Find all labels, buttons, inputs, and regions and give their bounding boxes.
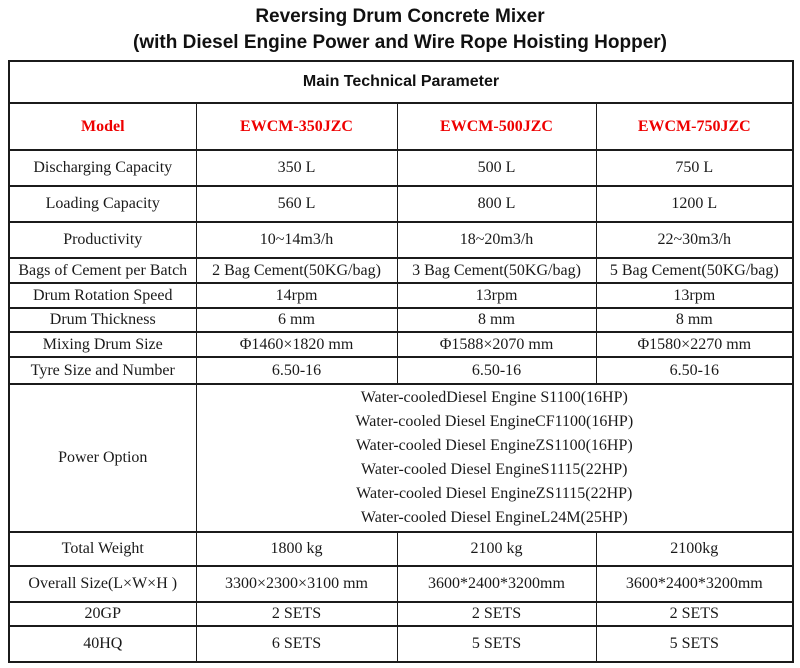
row-label: Overall Size(L×W×H ) [9, 566, 196, 602]
cell-value: 6 mm [196, 308, 397, 332]
cell-value: 2100kg [596, 532, 793, 566]
table-row [9, 186, 793, 222]
cell-value: Φ1580×2270 mm [596, 332, 793, 357]
row-label: Productivity [9, 222, 196, 258]
cell-value: 3 Bag Cement(50KG/bag) [397, 258, 596, 283]
table-row [9, 283, 793, 308]
cell-value: 750 L [596, 150, 793, 186]
cell-value: 1800 kg [196, 532, 397, 566]
table-row [9, 357, 793, 384]
row-label: Mixing Drum Size [9, 332, 196, 357]
power-option-line: Water-cooled Diesel EngineL24M(25HP) [360, 509, 628, 526]
model-name-cell: EWCM-500JZC [397, 103, 596, 150]
power-option-line: Water-cooled Diesel EngineCF1100(16HP) [355, 413, 634, 430]
table-row [9, 626, 793, 662]
cell-value: 560 L [196, 186, 397, 222]
cell-value: 350 L [196, 150, 397, 186]
cell-value: 6.50-16 [397, 357, 596, 384]
row-label: Total Weight [9, 532, 196, 566]
cell-value: 2 SETS [596, 602, 793, 626]
cell-value: Φ1460×1820 mm [196, 332, 397, 357]
cell-value: 18~20m3/h [397, 222, 596, 258]
cell-value: 6.50-16 [596, 357, 793, 384]
row-label: Discharging Capacity [9, 150, 196, 186]
cell-value: 5 Bag Cement(50KG/bag) [596, 258, 793, 283]
row-label: 20GP [9, 602, 196, 626]
row-label: Bags of Cement per Batch [9, 258, 196, 283]
row-label: Drum Rotation Speed [9, 283, 196, 308]
cell-value: 2 SETS [196, 602, 397, 626]
table-row [9, 332, 793, 357]
table-row [9, 150, 793, 186]
table-row [9, 602, 793, 626]
cell-value: 8 mm [397, 308, 596, 332]
table-banner-row [9, 61, 793, 103]
cell-value: 500 L [397, 150, 596, 186]
title-block [0, 0, 800, 56]
table-header-row [9, 103, 793, 150]
cell-value: 3600*2400*3200mm [596, 566, 793, 602]
table-row [9, 532, 793, 566]
table-row [9, 258, 793, 283]
cell-value: 10~14m3/h [196, 222, 397, 258]
row-label: Power Option [9, 384, 196, 532]
power-option-row [9, 384, 793, 532]
table-banner: Main Technical Parameter [9, 61, 793, 103]
cell-value: Φ1588×2070 mm [397, 332, 596, 357]
cell-value: 3300×2300×3100 mm [196, 566, 397, 602]
cell-value: 22~30m3/h [596, 222, 793, 258]
cell-value: 14rpm [196, 283, 397, 308]
row-label: Loading Capacity [9, 186, 196, 222]
power-option-line: Water-cooled Diesel EngineS1115(22HP) [361, 461, 628, 478]
cell-value: 2 SETS [397, 602, 596, 626]
row-label: Tyre Size and Number [9, 357, 196, 384]
cell-value: 2 Bag Cement(50KG/bag) [196, 258, 397, 283]
table-row [9, 566, 793, 602]
power-option-cell [196, 384, 793, 532]
model-header-cell: Model [9, 103, 196, 150]
cell-value: 13rpm [596, 283, 793, 308]
cell-value: 3600*2400*3200mm [397, 566, 596, 602]
row-label: 40HQ [9, 626, 196, 662]
row-label: Drum Thickness [9, 308, 196, 332]
spec-table [8, 60, 794, 663]
cell-value: 8 mm [596, 308, 793, 332]
cell-value: 800 L [397, 186, 596, 222]
table-row [9, 222, 793, 258]
cell-value: 6.50-16 [196, 357, 397, 384]
table-row [9, 308, 793, 332]
power-option-line: Water-cooled Diesel EngineZS1115(22HP) [356, 485, 633, 502]
model-name-cell: EWCM-750JZC [596, 103, 793, 150]
cell-value: 5 SETS [596, 626, 793, 662]
power-option-line: Water-cooledDiesel Engine S1100(16HP) [360, 389, 628, 406]
cell-value: 2100 kg [397, 532, 596, 566]
cell-value: 6 SETS [196, 626, 397, 662]
model-name-cell: EWCM-350JZC [196, 103, 397, 150]
page-title: Reversing Drum Concrete Mixer [255, 6, 545, 27]
cell-value: 1200 L [596, 186, 793, 222]
power-option-line: Water-cooled Diesel EngineZS1100(16HP) [355, 437, 633, 454]
page-subtitle: (with Diesel Engine Power and Wire Rope Hoisting Hopper) [133, 32, 667, 53]
cell-value: 5 SETS [397, 626, 596, 662]
cell-value: 13rpm [397, 283, 596, 308]
